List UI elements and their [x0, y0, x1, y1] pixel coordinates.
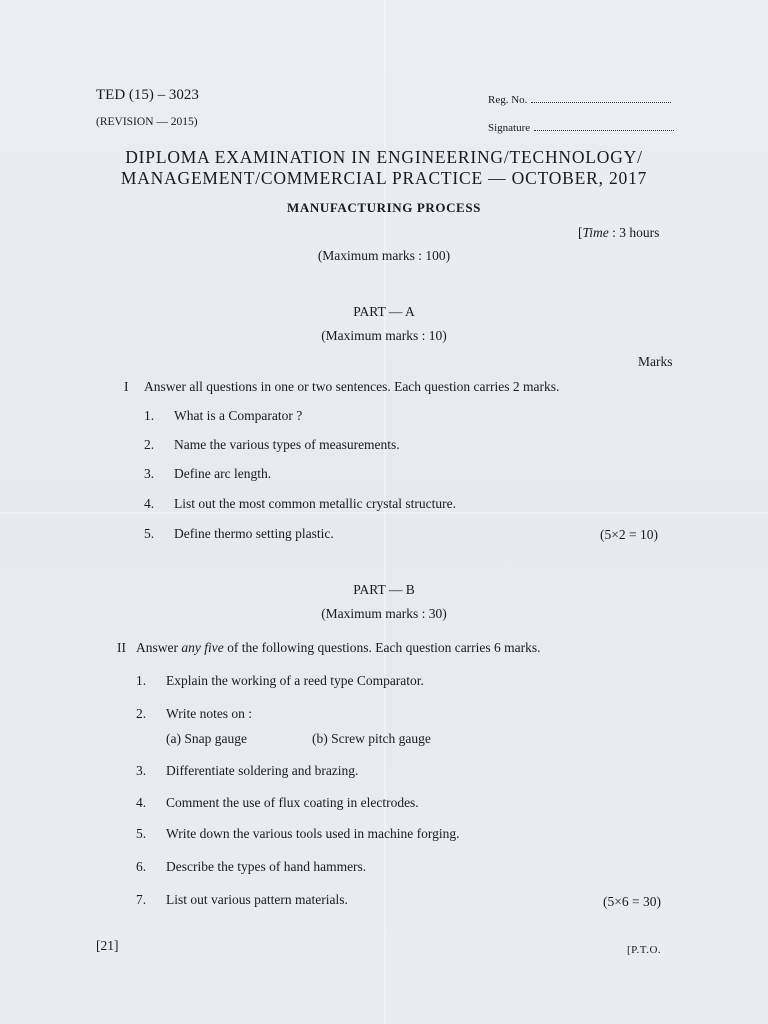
question-item: 1. Explain the working of a reed type Comparator. [136, 673, 424, 688]
part-b-marks: (Maximum marks : 30) [321, 606, 447, 621]
question-item: 2. Write notes on : [136, 706, 253, 721]
reg-no-label: Reg. No. [488, 94, 528, 106]
signature-label: Signature [488, 122, 531, 134]
question-item: 5. Write down the various tools used in machine forging. [136, 826, 460, 841]
paper-code: TED (15) – 3023 [96, 87, 199, 103]
subject-title: MANUFACTURING PROCESS [286, 200, 481, 215]
page-code: [21] [96, 938, 119, 953]
question-item: 2. Name the various types of measurements. [144, 437, 400, 452]
part-a-roman: I [124, 379, 129, 394]
sub-question-a: (a) Snap gauge [166, 731, 247, 746]
exam-title-line2: MANAGEMENT/COMMERCIAL PRACTICE — OCTOBER, 2017 [120, 168, 648, 188]
max-marks-total: (Maximum marks : 100) [317, 248, 451, 263]
question-item: 4. Comment the use of flux coating in electrodes. [136, 795, 419, 810]
question-item: 7. List out various pattern materials. [136, 892, 348, 907]
marks-column-heading: Marks [638, 354, 673, 369]
exam-title-line1: DIPLOMA EXAMINATION IN ENGINEERING/TECHNOLOGY/ [125, 147, 643, 167]
part-a-title: PART — A [353, 304, 415, 319]
reg-no-dots [531, 92, 671, 103]
part-b-total: (5×6 = 30) [603, 894, 661, 909]
part-a-instruction-text: Answer all questions in one or two sentences. Each question carries 2 marks. [144, 379, 560, 394]
signature-dots [534, 120, 674, 131]
question-item: 3. Define arc length. [144, 466, 272, 481]
question-item: 3. Differentiate soldering and brazing. [136, 763, 359, 778]
reg-no-field [488, 92, 671, 106]
question-item: 6. Describe the types of hand hammers. [136, 859, 367, 874]
time-allowed: [Time : 3 hours [578, 225, 660, 240]
revision: (REVISION — 2015) [96, 116, 198, 128]
question-item: 5. Define thermo setting plastic. [144, 526, 334, 541]
please-turn-over: [P.T.O. [627, 944, 662, 956]
time-value: : 3 hours [608, 225, 660, 240]
time-label: Time [582, 225, 609, 240]
sub-question-b: (b) Screw pitch gauge [312, 731, 431, 746]
part-b-roman: II [117, 640, 126, 655]
question-item: 1. What is a Comparator ? [144, 408, 303, 423]
part-b-title: PART — B [353, 582, 415, 597]
part-b-instruction: II Answer any five of the following questions. Each question carries 6 marks. [117, 640, 541, 655]
emphasis-any-five: any five [181, 640, 224, 655]
question-item: 4. List out the most common metallic crystal structure. [144, 496, 456, 511]
part-a-marks: (Maximum marks : 10) [321, 328, 447, 343]
part-a-total: (5×2 = 10) [600, 527, 658, 542]
part-a-instruction [124, 379, 559, 395]
signature-field [488, 120, 674, 134]
